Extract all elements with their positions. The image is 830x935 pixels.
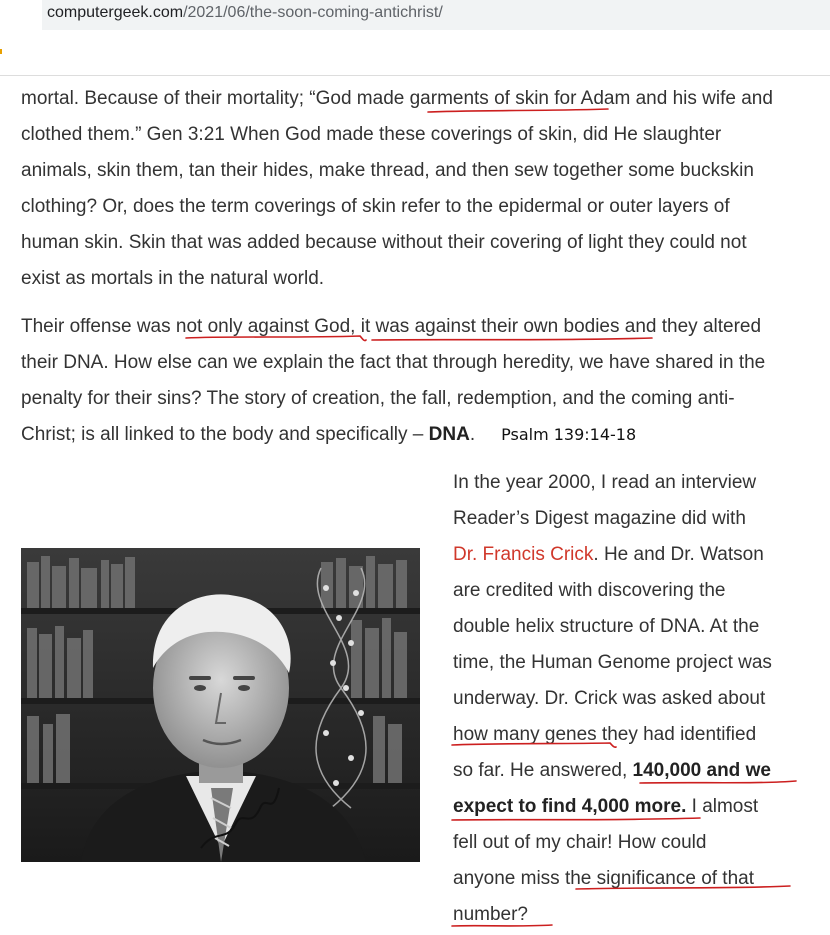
toolbar-divider <box>0 75 830 76</box>
url-path: /2021/06/the-soon-coming-antichrist/ <box>183 4 443 21</box>
text-line: Their offense was not only against God, it was against their own bodies and they altered <box>21 316 762 337</box>
browser-address-bar[interactable] <box>0 0 830 36</box>
url-host: computergeek.com <box>47 4 184 21</box>
text-line: double helix structure of DNA. At the <box>453 616 760 637</box>
francis-crick-link[interactable]: Dr. Francis Crick <box>453 544 594 565</box>
text-line: time, the Human Genome project was <box>453 652 772 673</box>
text-line: underway. Dr. Crick was asked about <box>453 688 766 709</box>
article-paragraph-1 <box>21 81 821 297</box>
text-line: mortal. Because of their mortality; “God made garments of skin for Adam and his wife and <box>21 88 773 109</box>
article-paragraph-2 <box>21 309 821 453</box>
text-line: Dr. Francis Crick. He and Dr. Watson <box>453 544 764 565</box>
scripture-reference: Psalm 139:14-18 <box>501 425 637 444</box>
article-paragraph-3 <box>453 465 823 933</box>
text-line: clothing? Or, does the term coverings of skin refer to the epidermal or outer layers of <box>21 196 730 217</box>
dna-emphasis: DNA <box>428 424 470 445</box>
text-line: expect to find 4,000 more. I almost <box>453 796 759 817</box>
text-line: Reader’s Digest magazine did with <box>453 508 746 529</box>
text-line: number? <box>453 904 528 925</box>
text-line: human skin. Skin that was added because without their covering of light they could not <box>21 232 747 253</box>
scroll-indicator <box>0 49 2 54</box>
text-line: fell out of my chair! How could <box>453 832 707 853</box>
text-line: Christ; is all linked to the body and specifically – DNA. Psalm 139:14-18 <box>21 424 637 445</box>
text-line: In the year 2000, I read an interview <box>453 472 757 493</box>
text-line: their DNA. How else can we explain the fact that through heredity, we have shared in the <box>21 352 766 373</box>
gene-count-emphasis: expect to find 4,000 more. <box>453 796 687 817</box>
underlined-phrase: garments of skin for <box>409 88 577 109</box>
text-line: exist as mortals in the natural world. <box>21 268 325 289</box>
text-line: are credited with discovering the <box>453 580 726 601</box>
text-line: how many genes they had identified <box>453 724 757 745</box>
text-line: penalty for their sins? The story of creation, the fall, redemption, and the coming anti- <box>21 388 735 409</box>
url-text[interactable] <box>47 4 443 22</box>
text-line: clothed them.” Gen 3:21 When God made these coverings of skin, did He slaughter <box>21 124 722 145</box>
gene-count-emphasis: 140,000 and we <box>632 760 771 781</box>
francis-crick-photo <box>21 548 420 862</box>
text-line: anyone miss the significance of that <box>453 868 755 889</box>
text-line: animals, skin them, tan their hides, make thread, and then sew together some buckskin <box>21 160 754 181</box>
text-line: so far. He answered, 140,000 and we <box>453 760 771 781</box>
photo-illustration <box>21 548 420 862</box>
